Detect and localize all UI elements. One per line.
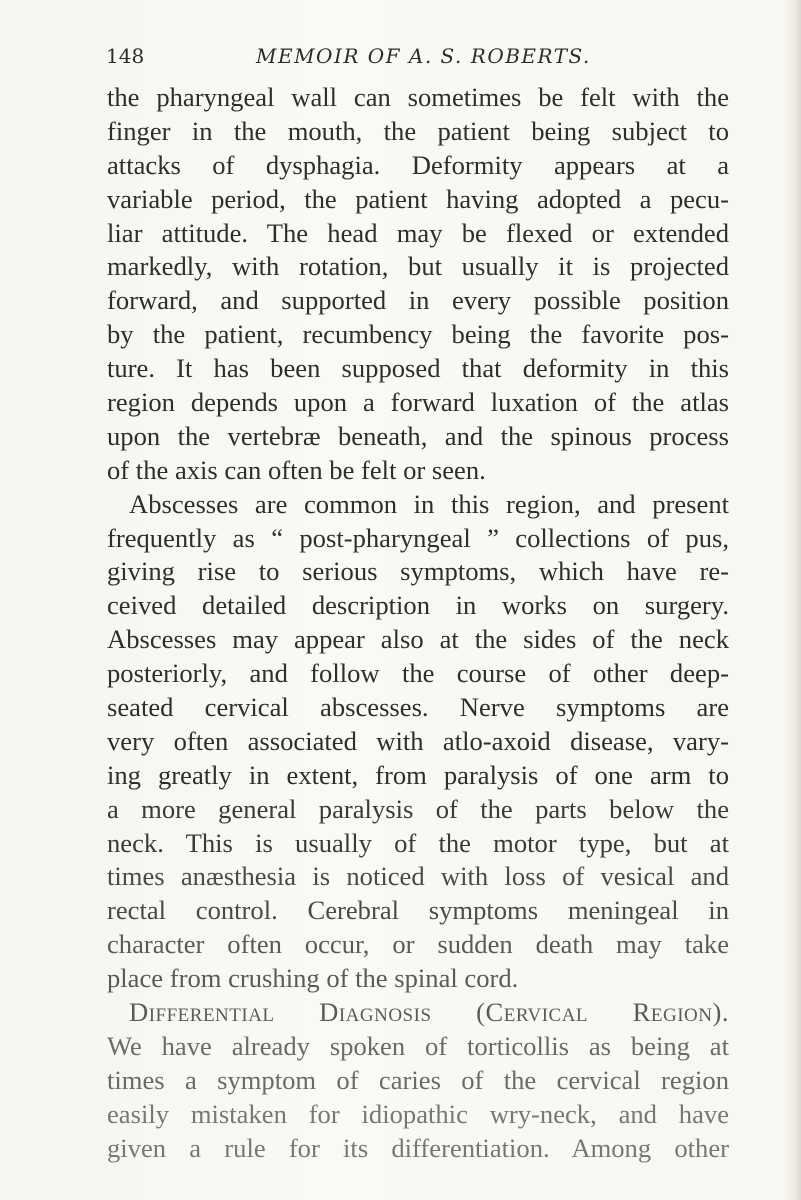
text-line: variable period, the patient having adopted a pecu- bbox=[107, 183, 729, 214]
text-line: seated cervical abscesses. Nerve symptoms are bbox=[107, 692, 729, 723]
text-line: rectal control. Cerebral symptoms meningeal in bbox=[107, 895, 729, 926]
text-line: given a rule for its differentiation. Among other bbox=[107, 1132, 729, 1163]
page-edge-shadow bbox=[785, 0, 801, 1200]
text-line-paragraph-end: of the axis can often be felt or seen. bbox=[107, 454, 486, 485]
text-line: attacks of dysphagia. Deformity appears at a bbox=[107, 149, 729, 180]
text-line: ceived detailed description in works on surgery. bbox=[107, 590, 729, 621]
page-number: 148 bbox=[106, 44, 145, 68]
text-line: giving rise to serious symptoms, which have re- bbox=[107, 556, 729, 587]
text-line: markedly, with rotation, but usually it is projected bbox=[107, 251, 729, 282]
text-line: liar attitude. The head may be flexed or extended bbox=[107, 217, 729, 248]
text-line: upon the vertebræ beneath, and the spinous process bbox=[107, 420, 729, 451]
text-line: easily mistaken for idiopathic wry-neck, and have bbox=[107, 1098, 729, 1129]
text-line: neck. This is usually of the motor type, but at bbox=[107, 827, 729, 858]
page-header bbox=[106, 44, 726, 74]
text-line: times a symptom of caries of the cervical region bbox=[107, 1064, 729, 1095]
body-text bbox=[107, 81, 729, 1166]
text-line: forward, and supported in every possible position bbox=[107, 285, 729, 316]
text-line: the pharyngeal wall can sometimes be felt with the bbox=[107, 82, 729, 112]
text-line-paragraph-start: Abscesses are common in this region, and present bbox=[129, 488, 729, 519]
text-line: finger in the mouth, the patient being subject to bbox=[107, 115, 729, 146]
text-line: very often associated with atlo-axoid disease, vary- bbox=[107, 725, 729, 756]
text-line: ture. It has been supposed that deformity in this bbox=[107, 353, 729, 384]
text-line: by the patient, recumbency being the favorite pos- bbox=[107, 319, 729, 350]
text-line: times anæsthesia is noticed with loss of vesical and bbox=[107, 861, 729, 892]
text-line: ing greatly in extent, from paralysis of one arm to bbox=[107, 759, 729, 790]
section-heading-line: Differential Diagnosis (Cervical Region). bbox=[129, 997, 729, 1028]
text-line: posteriorly, and follow the course of other deep- bbox=[107, 658, 729, 689]
text-line: a more general paralysis of the parts below the bbox=[107, 793, 729, 824]
text-line: Abscesses may appear also at the sides of the neck bbox=[107, 624, 729, 655]
text-line: We have already spoken of torticollis as being at bbox=[107, 1030, 729, 1061]
text-line: character often occur, or sudden death may take bbox=[107, 929, 729, 960]
text-line: frequently as “ post-pharyngeal ” collections of pus, bbox=[107, 522, 729, 553]
running-head: MEMOIR OF A. S. ROBERTS. bbox=[256, 44, 591, 68]
text-line: region depends upon a forward luxation of the atlas bbox=[107, 387, 729, 418]
text-line-paragraph-end: place from crushing of the spinal cord. bbox=[107, 963, 519, 994]
